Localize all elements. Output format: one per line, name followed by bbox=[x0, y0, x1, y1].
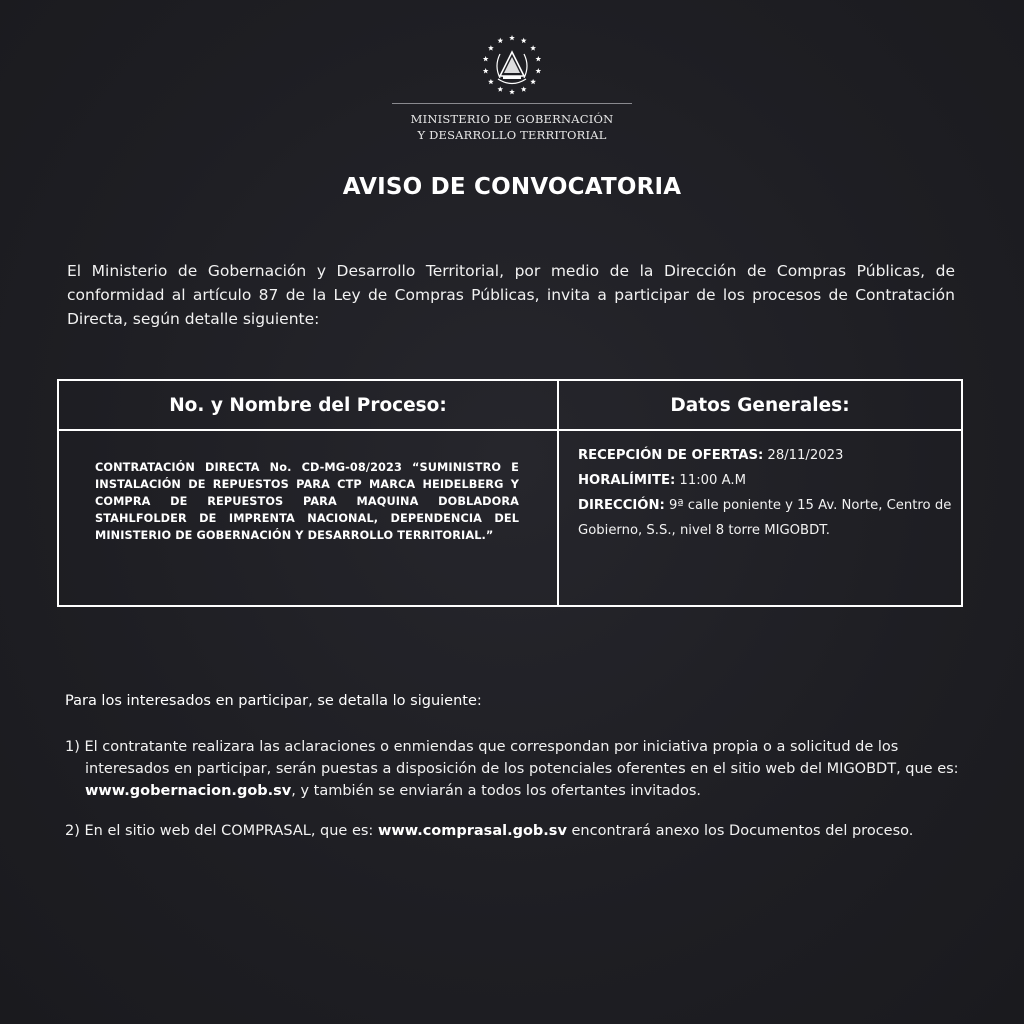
emblem-star bbox=[530, 45, 536, 50]
emblem-star bbox=[488, 79, 494, 84]
intro-paragraph: El Ministerio de Gobernación y Desarrollo Territorial, por medio de la Dirección de Compras Públicas, de conformidad al artículo 87 de la Ley de Compras Públicas, invita a participar de los procesos de Contratación Directa, según detalle siguiente: bbox=[67, 262, 955, 328]
offers-value: 28/11/2023 bbox=[763, 448, 844, 463]
details-item-2 bbox=[65, 820, 978, 842]
emblem-star bbox=[535, 68, 541, 73]
header-divider bbox=[392, 103, 632, 104]
time-label: HORALÍMITE: bbox=[578, 473, 676, 488]
address-value: 9ª calle poniente y 15 Av. Norte, Centro de Gobierno, S.S., nivel 8 torre MIGOBDT. bbox=[578, 498, 952, 538]
general-data bbox=[578, 443, 958, 543]
emblem-star bbox=[530, 79, 536, 84]
ministry-name bbox=[362, 111, 662, 143]
table-header-process: No. y Nombre del Proceso: bbox=[169, 395, 447, 416]
table-row-divider bbox=[59, 429, 961, 431]
emblem-star bbox=[521, 86, 527, 91]
emblem-star bbox=[497, 38, 503, 43]
comprasal-link[interactable]: www.comprasal.gob.sv bbox=[377, 823, 567, 839]
time-value: 11:00 A.M bbox=[675, 473, 746, 488]
emblem-star bbox=[521, 38, 527, 43]
process-description: CONTRATACIÓN DIRECTA No. CD-MG-08/2023 “SUMINISTRO E INSTALACIÓN DE REPUESTOS PARA CTP MARCA HEIDELBERG Y COMPRA DE REPUESTOS PARA MAQUINA DOBLADORA STAHLFOLDER DE IMPRENTA NACIONAL, DEPENDENCIA DEL MINISTERIO DE GOBERNACIÓN Y DESARROLLO TERRITORIAL.” bbox=[95, 461, 519, 542]
item1-suffix: , y también se enviarán a todos los ofertantes invitados. bbox=[291, 783, 702, 799]
item2-suffix: encontrará anexo los Documentos del proceso. bbox=[566, 823, 914, 839]
address-row bbox=[578, 493, 958, 543]
item2-text: 2) En el sitio web del COMPRASAL, que es: bbox=[65, 823, 378, 839]
emblem-star bbox=[483, 68, 489, 73]
time-row bbox=[578, 468, 958, 493]
address-label: DIRECCIÓN: bbox=[578, 498, 665, 513]
ministry-name-line2: Y DESARROLLO TERRITORIAL bbox=[417, 128, 607, 142]
notice-title: AVISO DE CONVOCATORIA bbox=[342, 174, 682, 200]
offers-label: RECEPCIÓN DE OFERTAS: bbox=[578, 448, 764, 463]
emblem-star bbox=[509, 89, 515, 94]
emblem-star bbox=[509, 35, 515, 40]
table-header-general: Datos Generales: bbox=[670, 395, 850, 416]
emblem-star bbox=[535, 56, 541, 61]
emblem-star bbox=[497, 86, 503, 91]
details-intro: Para los interesados en participar, se detalla lo siguiente: bbox=[65, 693, 482, 709]
offers-row bbox=[578, 443, 958, 468]
process-table bbox=[57, 379, 963, 607]
emblem-star bbox=[488, 45, 494, 50]
details-item-1 bbox=[65, 736, 978, 802]
emblem-star bbox=[483, 56, 489, 61]
el-salvador-coat-of-arms-icon bbox=[470, 32, 554, 102]
item1-text: 1) El contratante realizara las aclaraciones o enmiendas que correspondan por iniciativa propia o a solicitud de los interesados en participar, serán puestas a disposición de los potenciales oferentes en el sitio web del MIGOBDT, que es: bbox=[65, 739, 959, 777]
ministry-name-line1: MINISTERIO DE GOBERNACIÓN bbox=[410, 112, 614, 126]
gobernacion-link[interactable]: www.gobernacion.gob.sv bbox=[85, 783, 292, 799]
